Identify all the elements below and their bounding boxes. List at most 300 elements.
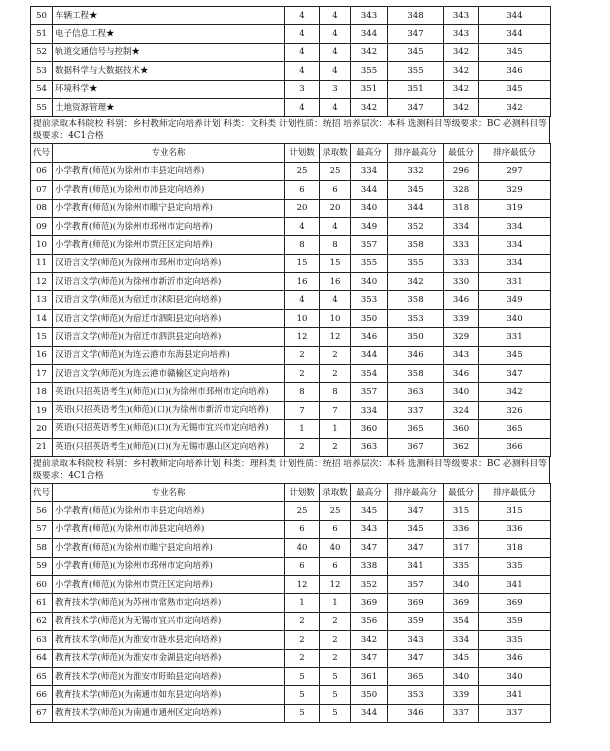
table-row <box>31 704 551 722</box>
cell-min-score: 328 <box>444 181 479 199</box>
cell-max-rank-score: 351 <box>388 80 444 98</box>
cell-max-rank-score: 337 <box>388 401 444 419</box>
table-row <box>31 7 551 25</box>
cell-min-rank-score: 297 <box>479 162 551 180</box>
cell-max-score: 357 <box>351 383 388 401</box>
cell-max-score: 340 <box>351 199 388 217</box>
cell-min-score: 339 <box>444 309 479 327</box>
cell-min-rank-score: 341 <box>479 575 551 593</box>
cell-code: 57 <box>31 520 53 538</box>
cell-max-rank-score: 367 <box>388 438 444 456</box>
cell-plan: 2 <box>285 649 320 667</box>
table-row <box>31 686 551 704</box>
table-row <box>31 181 551 199</box>
cell-max-rank-score: 347 <box>388 502 444 520</box>
cell-min-score: 343 <box>444 25 479 43</box>
cell-max-score: 344 <box>351 346 388 364</box>
cell-code: 17 <box>31 365 53 383</box>
cell-plan: 16 <box>285 273 320 291</box>
cell-max-rank-score: 355 <box>388 62 444 80</box>
cell-max-score: 363 <box>351 438 388 456</box>
cell-major: 教育技术学(师范)(为淮安市涟水县定向培养) <box>53 631 285 649</box>
cell-admit: 8 <box>320 383 351 401</box>
admission-table-science <box>30 483 551 723</box>
table-row <box>31 217 551 235</box>
cell-min-rank-score: 334 <box>479 236 551 254</box>
cell-plan: 2 <box>285 631 320 649</box>
cell-min-score: 334 <box>444 631 479 649</box>
cell-admit: 8 <box>320 236 351 254</box>
cell-min-rank-score: 347 <box>479 365 551 383</box>
cell-max-rank-score: 343 <box>388 631 444 649</box>
cell-code: 58 <box>31 539 53 557</box>
cell-code: 52 <box>31 43 53 61</box>
cell-plan: 4 <box>285 62 320 80</box>
cell-code: 18 <box>31 383 53 401</box>
cell-admit: 2 <box>320 649 351 667</box>
header-admit: 录取数 <box>320 144 351 162</box>
cell-major: 小学教育(师范)(为徐州市睢宁县定向培养) <box>53 199 285 217</box>
header-major: 专业名称 <box>53 483 285 501</box>
cell-min-score: 340 <box>444 383 479 401</box>
cell-min-rank-score: 365 <box>479 420 551 438</box>
cell-min-score: 362 <box>444 438 479 456</box>
cell-code: 19 <box>31 401 53 419</box>
cell-plan: 12 <box>285 328 320 346</box>
cell-major: 教育技术学(师范)(为南通市如东县定向培养) <box>53 686 285 704</box>
cell-min-score: 318 <box>444 199 479 217</box>
cell-max-score: 334 <box>351 401 388 419</box>
cell-min-score: 360 <box>444 420 479 438</box>
cell-min-score: 354 <box>444 612 479 630</box>
table-row <box>31 98 551 116</box>
header-min: 最低分 <box>444 483 479 501</box>
cell-code: 14 <box>31 309 53 327</box>
cell-code: 65 <box>31 667 53 685</box>
cell-max-score: 357 <box>351 236 388 254</box>
cell-code: 15 <box>31 328 53 346</box>
cell-min-score: 339 <box>444 686 479 704</box>
cell-admit: 25 <box>320 502 351 520</box>
cell-max-rank-score: 347 <box>388 25 444 43</box>
header-plan: 计划数 <box>285 483 320 501</box>
cell-major: 教育技术学(师范)(为苏州市常熟市定向培养) <box>53 594 285 612</box>
cell-plan: 6 <box>285 557 320 575</box>
cell-min-score: 335 <box>444 557 479 575</box>
cell-min-score: 329 <box>444 328 479 346</box>
cell-admit: 1 <box>320 420 351 438</box>
cell-plan: 6 <box>285 181 320 199</box>
cell-admit: 4 <box>320 291 351 309</box>
cell-plan: 2 <box>285 365 320 383</box>
cell-min-rank-score: 335 <box>479 631 551 649</box>
table-row <box>31 273 551 291</box>
score-table-page <box>30 6 550 723</box>
cell-min-score: 334 <box>444 217 479 235</box>
cell-code: 67 <box>31 704 53 722</box>
cell-admit: 7 <box>320 401 351 419</box>
cell-major: 小学教育(师范)(为徐州市贾汪区定向培养) <box>53 575 285 593</box>
cell-min-score: 340 <box>444 575 479 593</box>
section-info-science: 提前录取本科院校 科别：乡村教师定向培养计划 科类：理科类 计划性质：统招 培养层次：本科 选测科目等级要求：BC 必测科目等级要求：4C1合格 <box>30 457 550 483</box>
cell-min-rank-score: 329 <box>479 181 551 199</box>
cell-min-score: 337 <box>444 704 479 722</box>
cell-major: 小学教育(师范)(为徐州市沛县定向培养) <box>53 181 285 199</box>
cell-admit: 10 <box>320 309 351 327</box>
cell-code: 11 <box>31 254 53 272</box>
cell-plan: 2 <box>285 346 320 364</box>
cell-plan: 10 <box>285 309 320 327</box>
cell-min-rank-score: 346 <box>479 62 551 80</box>
cell-min-rank-score: 346 <box>479 649 551 667</box>
cell-plan: 20 <box>285 199 320 217</box>
cell-max-rank-score: 363 <box>388 383 444 401</box>
section-info-liberal-arts: 提前录取本科院校 科别：乡村教师定向培养计划 科类：文科类 计划性质：统招 培养层次：本科 选测科目等级要求：BC 必测科目等级要求：4C1合格 <box>30 117 550 143</box>
table-header-row <box>31 144 551 162</box>
cell-min-rank-score: 342 <box>479 98 551 116</box>
cell-major: 小学教育(师范)(为徐州市贾汪区定向培养) <box>53 236 285 254</box>
cell-min-rank-score: 345 <box>479 346 551 364</box>
cell-major: 教育技术学(师范)(为淮安市盱眙县定向培养) <box>53 667 285 685</box>
table-row <box>31 291 551 309</box>
cell-admit: 20 <box>320 199 351 217</box>
cell-max-score: 334 <box>351 162 388 180</box>
admission-table-part1 <box>30 6 551 117</box>
admission-table-liberal-arts <box>30 143 551 457</box>
cell-plan: 2 <box>285 438 320 456</box>
cell-major: 教育技术学(师范)(为淮安市金湖县定向培养) <box>53 649 285 667</box>
cell-code: 64 <box>31 649 53 667</box>
cell-min-rank-score: 344 <box>479 25 551 43</box>
header-major: 专业名称 <box>53 144 285 162</box>
table-row <box>31 539 551 557</box>
cell-max-score: 361 <box>351 667 388 685</box>
cell-major: 汉语言文学(师范)(为连云港市东海县定向培养) <box>53 346 285 364</box>
cell-code: 59 <box>31 557 53 575</box>
cell-code: 56 <box>31 502 53 520</box>
cell-admit: 4 <box>320 217 351 235</box>
cell-min-rank-score: 345 <box>479 80 551 98</box>
cell-max-rank-score: 345 <box>388 520 444 538</box>
cell-min-rank-score: 326 <box>479 401 551 419</box>
cell-major: 小学教育(师范)(为徐州市丰县定向培养) <box>53 502 285 520</box>
cell-max-rank-score: 342 <box>388 273 444 291</box>
cell-plan: 4 <box>285 217 320 235</box>
cell-plan: 12 <box>285 575 320 593</box>
cell-min-score: 336 <box>444 520 479 538</box>
header-min: 最低分 <box>444 144 479 162</box>
cell-min-score: 342 <box>444 43 479 61</box>
cell-min-rank-score: 331 <box>479 273 551 291</box>
cell-min-rank-score: 337 <box>479 704 551 722</box>
cell-major: 英语(只招英语考生)(师范)(口)(为徐州市新沂市定向培养) <box>53 401 285 419</box>
cell-max-score: 347 <box>351 539 388 557</box>
cell-max-score: 342 <box>351 631 388 649</box>
cell-major: 汉语言文学(师范)(为连云港市赣榆区定向培养) <box>53 365 285 383</box>
table-row <box>31 502 551 520</box>
cell-min-rank-score: 318 <box>479 539 551 557</box>
cell-max-score: 342 <box>351 98 388 116</box>
table-row <box>31 575 551 593</box>
cell-code: 20 <box>31 420 53 438</box>
cell-max-score: 346 <box>351 328 388 346</box>
cell-max-rank-score: 345 <box>388 43 444 61</box>
cell-max-score: 338 <box>351 557 388 575</box>
table-row <box>31 80 551 98</box>
cell-max-score: 347 <box>351 649 388 667</box>
cell-plan: 4 <box>285 291 320 309</box>
cell-code: 13 <box>31 291 53 309</box>
cell-code: 61 <box>31 594 53 612</box>
cell-plan: 40 <box>285 539 320 557</box>
cell-max-rank-score: 346 <box>388 704 444 722</box>
cell-max-score: 351 <box>351 80 388 98</box>
cell-major: 英语(只招英语考生)(师范)(口)(为无锡市惠山区定向培养) <box>53 438 285 456</box>
cell-major: 小学教育(师范)(为徐州市沛县定向培养) <box>53 520 285 538</box>
table-row <box>31 383 551 401</box>
cell-admit: 1 <box>320 594 351 612</box>
cell-max-rank-score: 365 <box>388 667 444 685</box>
cell-admit: 2 <box>320 631 351 649</box>
cell-min-score: 343 <box>444 346 479 364</box>
cell-max-rank-score: 347 <box>388 539 444 557</box>
cell-min-rank-score: 336 <box>479 520 551 538</box>
cell-major: 英语(只招英语考生)(师范)(口)(为徐州市邳州市定向培养) <box>53 383 285 401</box>
cell-major: 电子信息工程★ <box>53 25 285 43</box>
cell-admit: 4 <box>320 25 351 43</box>
cell-min-rank-score: 366 <box>479 438 551 456</box>
cell-max-rank-score: 344 <box>388 199 444 217</box>
cell-max-score: 354 <box>351 365 388 383</box>
cell-code: 51 <box>31 25 53 43</box>
cell-plan: 5 <box>285 667 320 685</box>
table-header-row <box>31 483 551 501</box>
cell-plan: 7 <box>285 401 320 419</box>
cell-admit: 6 <box>320 181 351 199</box>
header-max-rank: 排序最高分 <box>388 483 444 501</box>
cell-admit: 40 <box>320 539 351 557</box>
cell-plan: 6 <box>285 520 320 538</box>
cell-max-score: 350 <box>351 309 388 327</box>
cell-min-rank-score: 334 <box>479 217 551 235</box>
cell-admit: 4 <box>320 7 351 25</box>
cell-admit: 6 <box>320 557 351 575</box>
cell-code: 55 <box>31 98 53 116</box>
table-row <box>31 199 551 217</box>
cell-max-rank-score: 359 <box>388 612 444 630</box>
cell-plan: 1 <box>285 420 320 438</box>
header-plan: 计划数 <box>285 144 320 162</box>
cell-max-score: 360 <box>351 420 388 438</box>
cell-min-rank-score: 369 <box>479 594 551 612</box>
cell-plan: 4 <box>285 7 320 25</box>
header-code: 代号 <box>31 144 53 162</box>
table-row <box>31 43 551 61</box>
cell-max-score: 353 <box>351 291 388 309</box>
cell-major: 教育技术学(师范)(为南通市通州区定向培养) <box>53 704 285 722</box>
cell-max-score: 369 <box>351 594 388 612</box>
cell-max-rank-score: 332 <box>388 162 444 180</box>
cell-max-rank-score: 355 <box>388 254 444 272</box>
cell-max-rank-score: 358 <box>388 291 444 309</box>
cell-min-score: 342 <box>444 62 479 80</box>
cell-code: 07 <box>31 181 53 199</box>
cell-admit: 2 <box>320 438 351 456</box>
cell-major: 英语(只招英语考生)(师范)(口)(为无锡市宜兴市定向培养) <box>53 420 285 438</box>
cell-plan: 8 <box>285 236 320 254</box>
cell-admit: 12 <box>320 575 351 593</box>
cell-major: 小学教育(师范)(为徐州市邳州市定向培养) <box>53 557 285 575</box>
table-row <box>31 520 551 538</box>
cell-max-score: 342 <box>351 43 388 61</box>
cell-min-rank-score: 345 <box>479 43 551 61</box>
header-max: 最高分 <box>351 144 388 162</box>
cell-max-score: 350 <box>351 686 388 704</box>
table-row <box>31 309 551 327</box>
cell-max-rank-score: 345 <box>388 181 444 199</box>
cell-max-score: 343 <box>351 520 388 538</box>
cell-major: 汉语言文学(师范)(为徐州市邳州市定向培养) <box>53 254 285 272</box>
cell-min-score: 317 <box>444 539 479 557</box>
cell-max-rank-score: 350 <box>388 328 444 346</box>
table-row <box>31 365 551 383</box>
cell-max-rank-score: 358 <box>388 365 444 383</box>
cell-plan: 1 <box>285 594 320 612</box>
table-row <box>31 594 551 612</box>
cell-admit: 16 <box>320 273 351 291</box>
header-max-rank: 排序最高分 <box>388 144 444 162</box>
cell-major: 汉语言文学(师范)(为宿迁市泗阳县定向培养) <box>53 309 285 327</box>
cell-admit: 6 <box>320 520 351 538</box>
cell-admit: 25 <box>320 162 351 180</box>
cell-code: 66 <box>31 686 53 704</box>
cell-min-score: 340 <box>444 667 479 685</box>
cell-max-score: 344 <box>351 181 388 199</box>
header-code: 代号 <box>31 483 53 501</box>
cell-admit: 2 <box>320 365 351 383</box>
cell-min-rank-score: 341 <box>479 686 551 704</box>
cell-min-score: 369 <box>444 594 479 612</box>
cell-max-rank-score: 358 <box>388 236 444 254</box>
cell-max-rank-score: 347 <box>388 649 444 667</box>
cell-code: 16 <box>31 346 53 364</box>
cell-admit: 15 <box>320 254 351 272</box>
cell-min-score: 342 <box>444 98 479 116</box>
cell-max-score: 355 <box>351 254 388 272</box>
table-row <box>31 346 551 364</box>
table-body-liberal-arts <box>31 144 551 457</box>
cell-major: 轨道交通信号与控制★ <box>53 43 285 61</box>
cell-max-rank-score: 347 <box>388 98 444 116</box>
cell-min-score: 296 <box>444 162 479 180</box>
table-row <box>31 328 551 346</box>
cell-min-score: 333 <box>444 254 479 272</box>
cell-code: 09 <box>31 217 53 235</box>
cell-admit: 2 <box>320 612 351 630</box>
cell-min-rank-score: 359 <box>479 612 551 630</box>
cell-admit: 12 <box>320 328 351 346</box>
table-row <box>31 254 551 272</box>
cell-max-score: 343 <box>351 7 388 25</box>
cell-min-rank-score: 349 <box>479 291 551 309</box>
cell-max-rank-score: 346 <box>388 346 444 364</box>
cell-plan: 25 <box>285 502 320 520</box>
cell-max-score: 356 <box>351 612 388 630</box>
cell-admit: 4 <box>320 98 351 116</box>
cell-max-score: 344 <box>351 704 388 722</box>
table-row <box>31 557 551 575</box>
cell-min-score: 333 <box>444 236 479 254</box>
cell-min-rank-score: 342 <box>479 383 551 401</box>
cell-major: 车辆工程★ <box>53 7 285 25</box>
cell-code: 21 <box>31 438 53 456</box>
table-body-science <box>31 483 551 722</box>
cell-admit: 2 <box>320 346 351 364</box>
cell-code: 63 <box>31 631 53 649</box>
cell-major: 汉语言文学(师范)(为宿迁市泗洪县定向培养) <box>53 328 285 346</box>
cell-min-rank-score: 335 <box>479 557 551 575</box>
table-row <box>31 420 551 438</box>
table-row <box>31 25 551 43</box>
cell-min-score: 346 <box>444 291 479 309</box>
cell-max-rank-score: 352 <box>388 217 444 235</box>
table-row <box>31 236 551 254</box>
cell-plan: 8 <box>285 383 320 401</box>
cell-max-score: 352 <box>351 575 388 593</box>
cell-plan: 5 <box>285 686 320 704</box>
cell-min-rank-score: 340 <box>479 309 551 327</box>
cell-min-rank-score: 319 <box>479 199 551 217</box>
table-row <box>31 438 551 456</box>
cell-min-rank-score: 344 <box>479 7 551 25</box>
cell-max-rank-score: 353 <box>388 686 444 704</box>
cell-plan: 5 <box>285 704 320 722</box>
cell-max-rank-score: 357 <box>388 575 444 593</box>
cell-code: 62 <box>31 612 53 630</box>
header-max: 最高分 <box>351 483 388 501</box>
cell-plan: 15 <box>285 254 320 272</box>
header-min-rank: 排序最低分 <box>479 483 551 501</box>
cell-major: 小学教育(师范)(为徐州市丰县定向培养) <box>53 162 285 180</box>
table-row <box>31 612 551 630</box>
cell-max-score: 344 <box>351 25 388 43</box>
cell-code: 10 <box>31 236 53 254</box>
cell-code: 60 <box>31 575 53 593</box>
cell-code: 08 <box>31 199 53 217</box>
cell-major: 汉语言文学(师范)(为宿迁市沭阳县定向培养) <box>53 291 285 309</box>
table-row <box>31 649 551 667</box>
table-row <box>31 667 551 685</box>
cell-max-rank-score: 348 <box>388 7 444 25</box>
cell-admit: 4 <box>320 62 351 80</box>
cell-admit: 5 <box>320 686 351 704</box>
cell-code: 06 <box>31 162 53 180</box>
cell-admit: 5 <box>320 667 351 685</box>
cell-min-rank-score: 315 <box>479 502 551 520</box>
cell-major: 汉语言文学(师范)(为徐州市新沂市定向培养) <box>53 273 285 291</box>
cell-code: 50 <box>31 7 53 25</box>
cell-min-rank-score: 331 <box>479 328 551 346</box>
cell-max-rank-score: 353 <box>388 309 444 327</box>
cell-plan: 4 <box>285 98 320 116</box>
cell-max-score: 345 <box>351 502 388 520</box>
cell-code: 12 <box>31 273 53 291</box>
cell-admit: 5 <box>320 704 351 722</box>
table-row <box>31 401 551 419</box>
cell-major: 小学教育(师范)(为徐州市邳州市定向培养) <box>53 217 285 235</box>
header-min-rank: 排序最低分 <box>479 144 551 162</box>
cell-min-score: 345 <box>444 649 479 667</box>
